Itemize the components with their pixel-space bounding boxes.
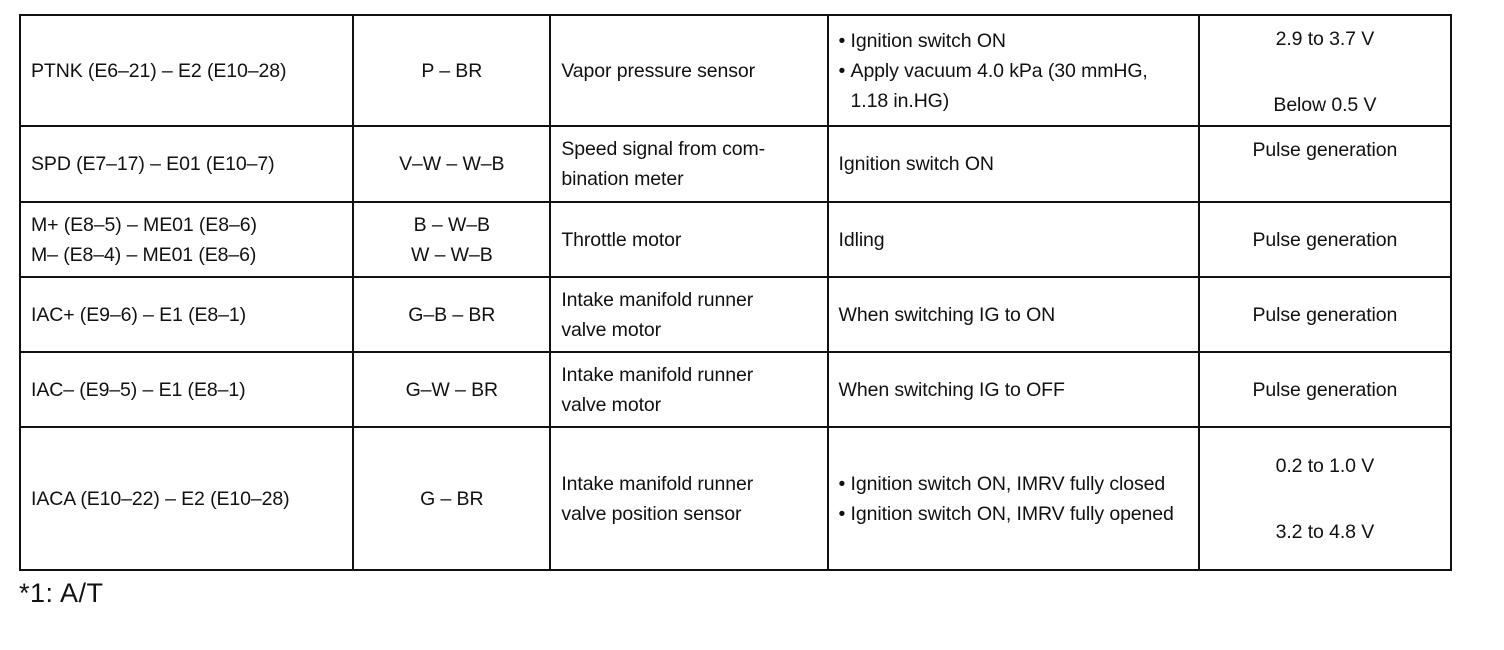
condition-cell <box>828 15 1199 126</box>
spec-value: Pulse generation <box>1252 378 1398 401</box>
spec-value: Pulse generation <box>1252 303 1398 326</box>
terminal-cell <box>20 202 353 277</box>
description-text: valve motor <box>561 318 662 341</box>
description-text: Vapor pressure sensor <box>561 59 756 82</box>
condition-cell <box>828 352 1199 427</box>
specified-condition-cell <box>1199 277 1451 352</box>
wiring-color-cell <box>353 202 550 277</box>
spec-value: Pulse generation <box>1252 228 1398 251</box>
description-text: Intake manifold runner <box>561 472 754 495</box>
terminal-cell <box>20 126 353 202</box>
wiring-color-cell <box>353 15 550 126</box>
specified-condition-cell <box>1199 15 1451 126</box>
terminal-text: IAC– (E9–5) – E1 (E8–1) <box>31 378 246 401</box>
condition-bullet: • Ignition switch ON <box>839 26 1188 56</box>
terminal-text: SPD (E7–17) – E01 (E10–7) <box>31 153 275 175</box>
wiring-color-text: G–W – BR <box>405 378 498 401</box>
description-cell <box>550 15 827 126</box>
terminal-cell <box>20 352 353 427</box>
description-text: Intake manifold runner <box>561 288 754 311</box>
terminal-text: IACA (E10–22) – E2 (E10–28) <box>31 487 290 510</box>
specified-condition-cell <box>1199 126 1451 202</box>
wiring-color-text: P – BR <box>421 59 483 82</box>
condition-text: Idling <box>838 228 885 251</box>
wiring-color-text: G–B – BR <box>408 303 496 326</box>
condition-cell <box>828 126 1199 202</box>
terminal-text: IAC+ (E9–6) – E1 (E8–1) <box>31 303 247 326</box>
specified-condition-cell <box>1199 352 1451 427</box>
terminal-cell <box>20 15 353 126</box>
description-text: valve position sensor <box>561 502 742 525</box>
wiring-color-cell <box>353 277 550 352</box>
condition-text: When switching IG to ON <box>838 303 1056 326</box>
condition-text: When switching IG to OFF <box>838 378 1065 401</box>
wiring-color-text: W – W–B <box>410 243 493 266</box>
spec-value: Pulse generation <box>1252 139 1398 161</box>
condition-bullet: • Ignition switch ON, IMRV fully closed <box>839 469 1188 499</box>
description-cell <box>550 352 827 427</box>
terminal-inspection-table <box>19 14 1452 571</box>
description-cell <box>550 202 827 277</box>
condition-text: Ignition switch ON <box>838 153 994 175</box>
description-text: valve motor <box>561 393 662 416</box>
wiring-color-cell <box>353 427 550 570</box>
specified-condition-cell <box>1199 202 1451 277</box>
condition-bullet: • Ignition switch ON, IMRV fully opened <box>839 499 1188 529</box>
table-row <box>20 202 1451 277</box>
footnote: *1: A/T <box>19 578 104 608</box>
terminal-text: M– (E8–4) – ME01 (E8–6) <box>31 243 257 266</box>
condition-cell <box>828 277 1199 352</box>
description-text: Speed signal from com- <box>561 138 766 160</box>
condition-cell <box>828 202 1199 277</box>
description-text: bination meter <box>561 168 684 190</box>
wiring-color-text: G – BR <box>420 487 484 510</box>
terminal-text: M+ (E8–5) – ME01 (E8–6) <box>31 213 257 236</box>
wiring-color-text: B – W–B <box>413 213 490 236</box>
spec-value: Below 0.5 V <box>1273 94 1377 116</box>
specified-condition-cell <box>1199 427 1451 570</box>
table-row <box>20 427 1451 570</box>
spec-value: 3.2 to 4.8 V <box>1275 520 1375 543</box>
terminal-text: PTNK (E6–21) – E2 (E10–28) <box>31 59 287 82</box>
table-row <box>20 126 1451 202</box>
description-cell <box>550 427 827 570</box>
spec-value: 2.9 to 3.7 V <box>1275 28 1375 50</box>
terminal-cell <box>20 427 353 570</box>
description-cell <box>550 277 827 352</box>
description-text: Intake manifold runner <box>561 363 754 386</box>
wiring-color-cell <box>353 126 550 202</box>
description-text: Throttle motor <box>561 228 682 251</box>
spec-value: 0.2 to 1.0 V <box>1275 454 1375 477</box>
condition-cell <box>828 427 1199 570</box>
table-row <box>20 15 1451 126</box>
wiring-color-cell <box>353 352 550 427</box>
condition-bullet: • Apply vacuum 4.0 kPa (30 mmHG, 1.18 in.HG) <box>839 56 1188 116</box>
terminal-cell <box>20 277 353 352</box>
description-cell <box>550 126 827 202</box>
table-row <box>20 352 1451 427</box>
wiring-color-text: V–W – W–B <box>399 153 505 175</box>
table-row <box>20 277 1451 352</box>
